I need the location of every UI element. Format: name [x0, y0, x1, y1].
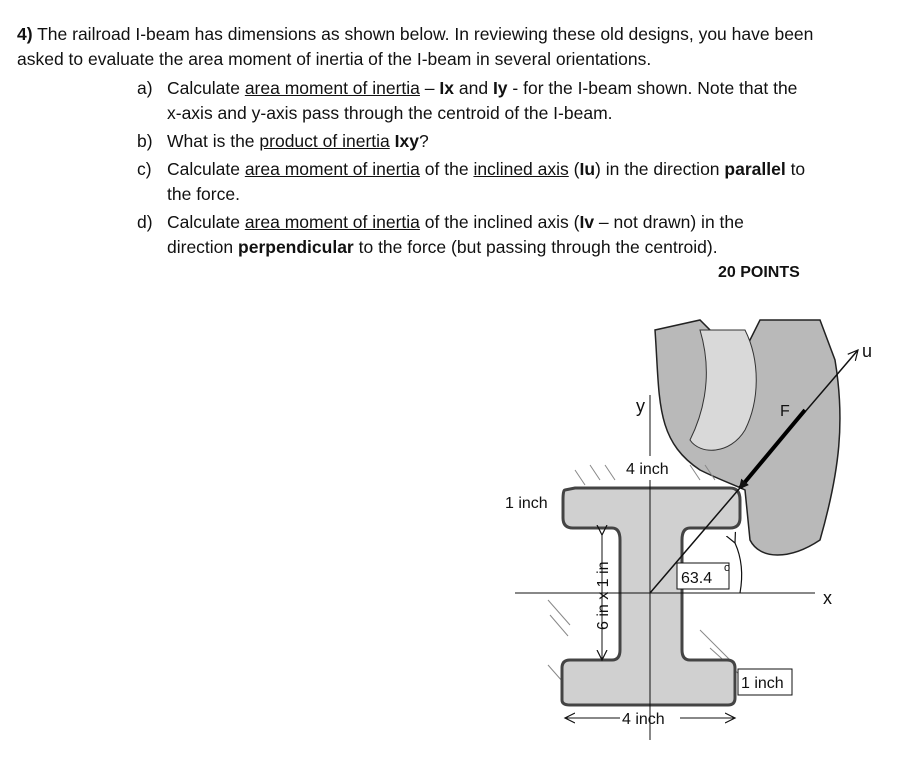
question-text-run: What is the: [167, 131, 260, 151]
question-text-run: area moment of inertia: [244, 212, 420, 232]
question-text-run: area moment of inertia: [244, 159, 420, 179]
top-flange-thickness-label: 1 inch: [505, 495, 548, 512]
question-text-run: parallel: [724, 159, 786, 179]
question-text-run: Iv: [579, 212, 595, 232]
i-beam-section: [562, 488, 740, 705]
question-text-run: Calculate: [167, 159, 245, 179]
question-text-run: to the force.: [167, 159, 806, 204]
question-text-run: Calculate: [167, 78, 245, 98]
question-text-run: perpendicular: [238, 237, 354, 257]
bottom-flange-thickness-label: 1 inch: [741, 675, 784, 692]
question-text-run: Iy: [492, 78, 508, 98]
question-text-run: of the inclined axis (: [419, 212, 580, 232]
degree-symbol: o: [724, 562, 731, 574]
question-text-run: Ix: [439, 78, 454, 98]
question-text-run: inclined axis: [473, 159, 569, 179]
question-text-run: of the: [419, 159, 474, 179]
question-letter: c): [137, 159, 152, 179]
x-axis-label: x: [823, 588, 832, 608]
y-axis-label: y: [636, 396, 645, 416]
question-text-run: Ixy: [394, 131, 419, 151]
problem-intro-text: The railroad I-beam has dimensions as shown below. In reviewing these old designs, you have been asked to evaluate the area moment of inertia of the I-beam in several orientations.: [17, 24, 814, 69]
points-label: 20 POINTS: [718, 264, 800, 281]
question-text-run: ?: [418, 131, 429, 151]
angle-arc: [735, 543, 742, 593]
question-text-run: to the force (but passing through the centroid).: [353, 237, 718, 257]
question-letter: a): [137, 78, 153, 98]
question-text-run: - for the I-beam shown. Note that the x-axis and y-axis pass through the centroid of the I-beam.: [167, 78, 798, 123]
angle-label: 63.4: [681, 570, 713, 587]
question-text-run: – not drawn) in the direction: [167, 212, 744, 257]
question-text-run: product of inertia: [259, 131, 390, 151]
question-text-run: ) in the direction: [595, 159, 725, 179]
question-text-run: Iu: [579, 159, 596, 179]
bottom-flange-width-label: 4 inch: [622, 711, 665, 728]
u-axis-label: u: [862, 341, 873, 361]
problem-number: 4): [17, 24, 33, 44]
question-text-run: area moment of inertia: [244, 78, 420, 98]
question-text-run: (: [568, 159, 580, 179]
force-label: F: [780, 403, 790, 420]
question-text-run: and: [454, 78, 493, 98]
question-text-run: –: [419, 78, 440, 98]
question-text-run: Calculate: [167, 212, 245, 232]
question-letter: b): [137, 131, 153, 151]
question-letter: d): [137, 212, 153, 232]
top-flange-width-label: 4 inch: [626, 461, 669, 478]
web-dimension-label: 6 in x 1 in: [595, 561, 612, 630]
